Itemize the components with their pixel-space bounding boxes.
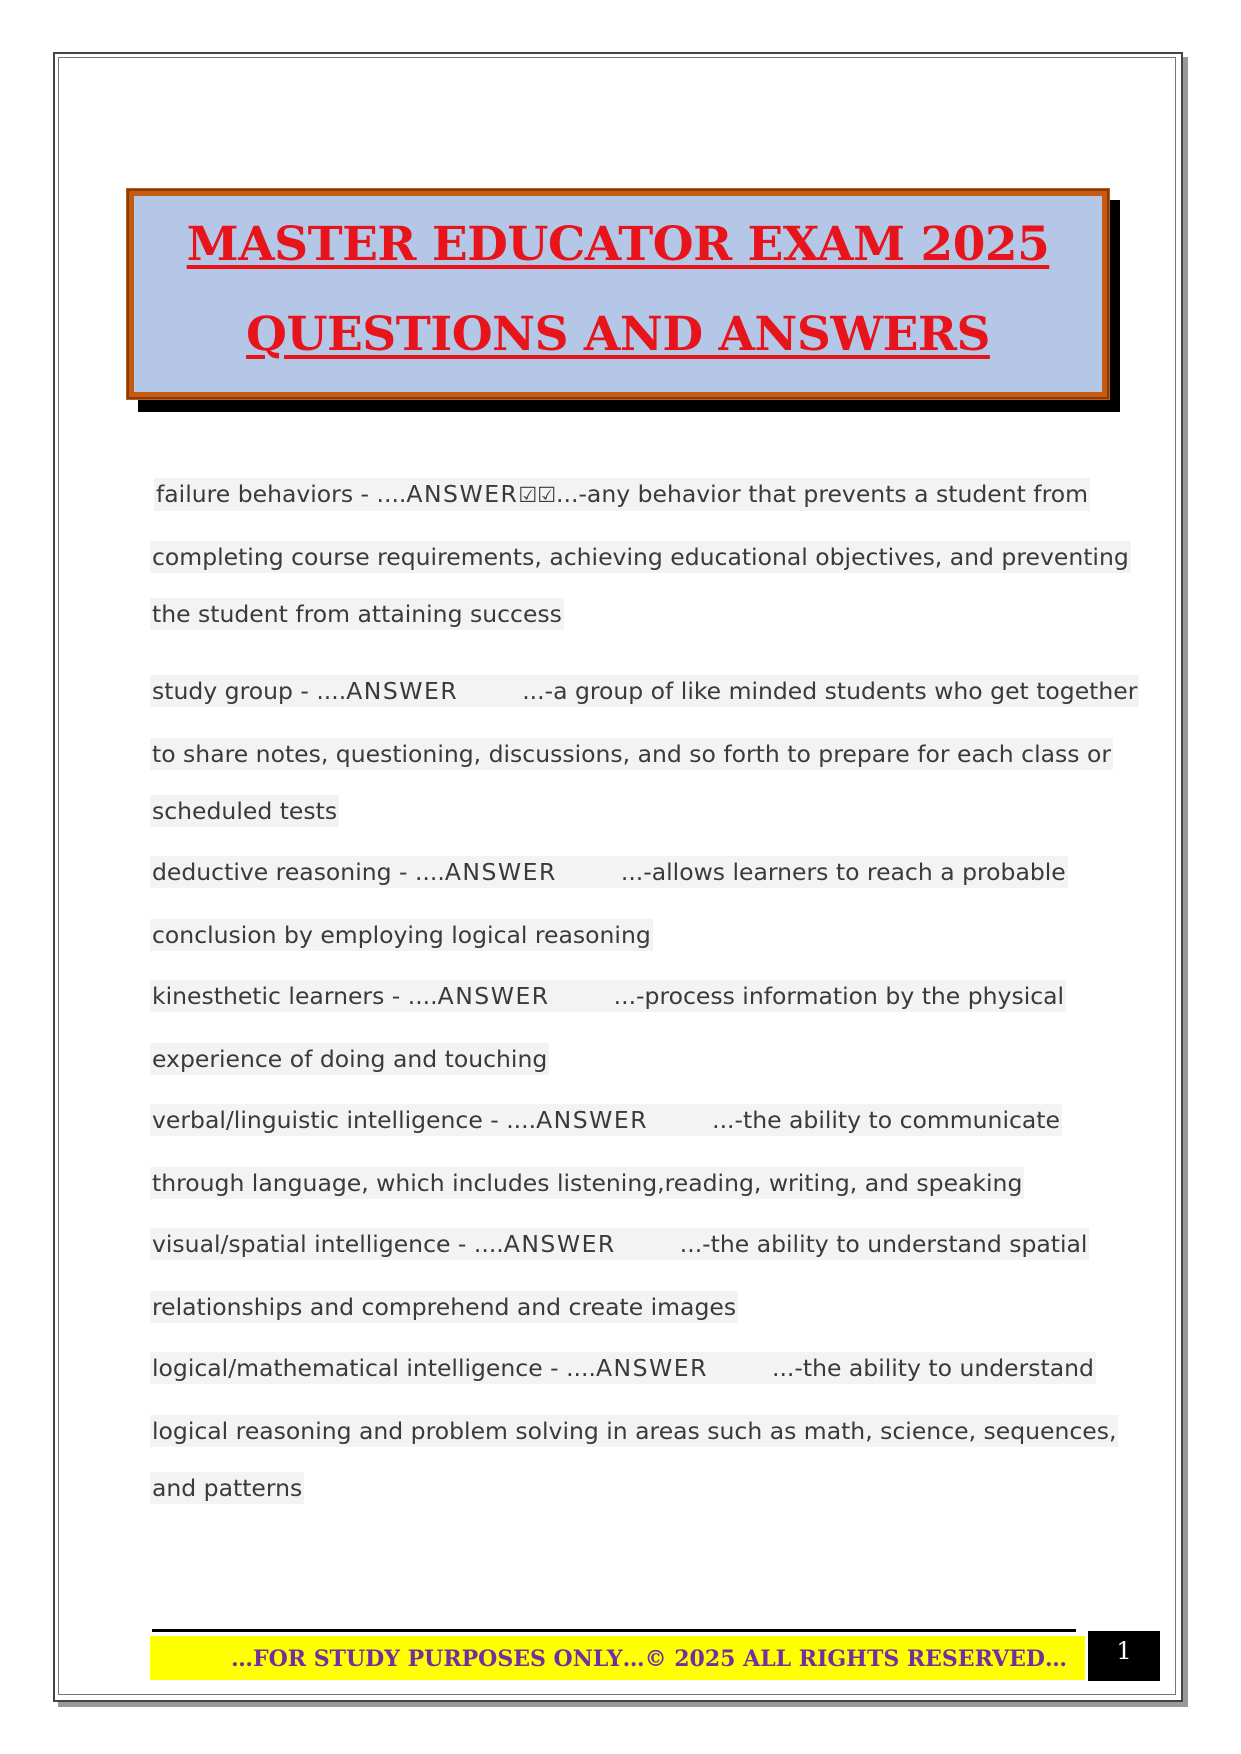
qa-term: deductive reasoning - .... <box>152 858 445 886</box>
qa-term: study group - .... <box>152 677 347 705</box>
title-box <box>126 188 1110 400</box>
qa-term: verbal/linguistic intelligence - .... <box>152 1106 537 1134</box>
qa-entry-3-cont-1: conclusion by employing logical reasoning <box>152 921 651 949</box>
qa-definition: ...-the ability to understand spatial <box>679 1230 1088 1258</box>
page-number: 1 <box>1088 1631 1160 1681</box>
answer-marker: ANSWER <box>346 677 459 705</box>
answer-marker: ANSWER <box>503 1230 616 1258</box>
qa-term: failure behaviors - .... <box>156 480 407 508</box>
qa-entry-6-cont-1: relationships and comprehend and create images <box>152 1293 737 1321</box>
qa-definition: ...-any behavior that prevents a student from <box>556 480 1088 508</box>
qa-entry-4-lead <box>150 980 1066 1012</box>
answer-marker: ANSWER <box>536 1106 649 1134</box>
qa-entry-5-cont-1: through language, which includes listening,reading, writing, and speaking <box>152 1169 1023 1197</box>
qa-definition: ...-the ability to understand <box>771 1354 1094 1382</box>
qa-entry-6-lead <box>150 1228 1089 1260</box>
qa-entry-1-cont-1: completing course requirements, achieving educational objectives, and preventing <box>152 543 1129 571</box>
qa-entry-3-lead <box>150 856 1068 888</box>
qa-definition: ...-a group of like minded students who get together <box>522 677 1138 705</box>
title-line-1: MASTER EDUCATOR EXAM 2025 <box>186 217 1050 272</box>
qa-entry-7-cont-2: and patterns <box>152 1474 303 1502</box>
qa-definition: ...-the ability to communicate <box>712 1106 1060 1134</box>
qa-term: kinesthetic learners - .... <box>152 982 438 1010</box>
qa-term: visual/spatial intelligence - .... <box>152 1230 504 1258</box>
footer-rule <box>152 1629 1076 1632</box>
answer-marker: ANSWER <box>406 480 519 508</box>
qa-entry-4-cont-1: experience of doing and touching <box>152 1045 548 1073</box>
qa-entry-7-cont-1: logical reasoning and problem solving in areas such as math, science, sequences, <box>152 1417 1117 1445</box>
qa-entry-1-cont-2: the student from attaining success <box>152 600 562 628</box>
title-line-2: QUESTIONS AND ANSWERS <box>246 307 990 362</box>
answer-marker: ANSWER <box>595 1354 708 1382</box>
footer-notice: …FOR STUDY PURPOSES ONLY…© 2025 ALL RIGHTS RESERVED… <box>150 1636 1085 1680</box>
qa-definition: ...-allows learners to reach a probable <box>620 858 1066 886</box>
answer-marker: ANSWER <box>444 858 557 886</box>
qa-definition: ...-process information by the physical <box>613 982 1065 1010</box>
qa-entry-7-lead <box>150 1352 1096 1384</box>
qa-entry-2-lead <box>150 675 1139 707</box>
qa-entry-5-lead <box>150 1104 1062 1136</box>
checkbox-icon: ☑☑ <box>518 483 557 507</box>
qa-entry-1-lead <box>154 478 1090 511</box>
qa-term: logical/mathematical intelligence - .... <box>152 1354 596 1382</box>
qa-entry-2-cont-1: to share notes, questioning, discussions, and so forth to prepare for each class or <box>152 740 1111 768</box>
answer-marker: ANSWER <box>437 982 550 1010</box>
qa-entry-2-cont-2: scheduled tests <box>152 797 338 825</box>
